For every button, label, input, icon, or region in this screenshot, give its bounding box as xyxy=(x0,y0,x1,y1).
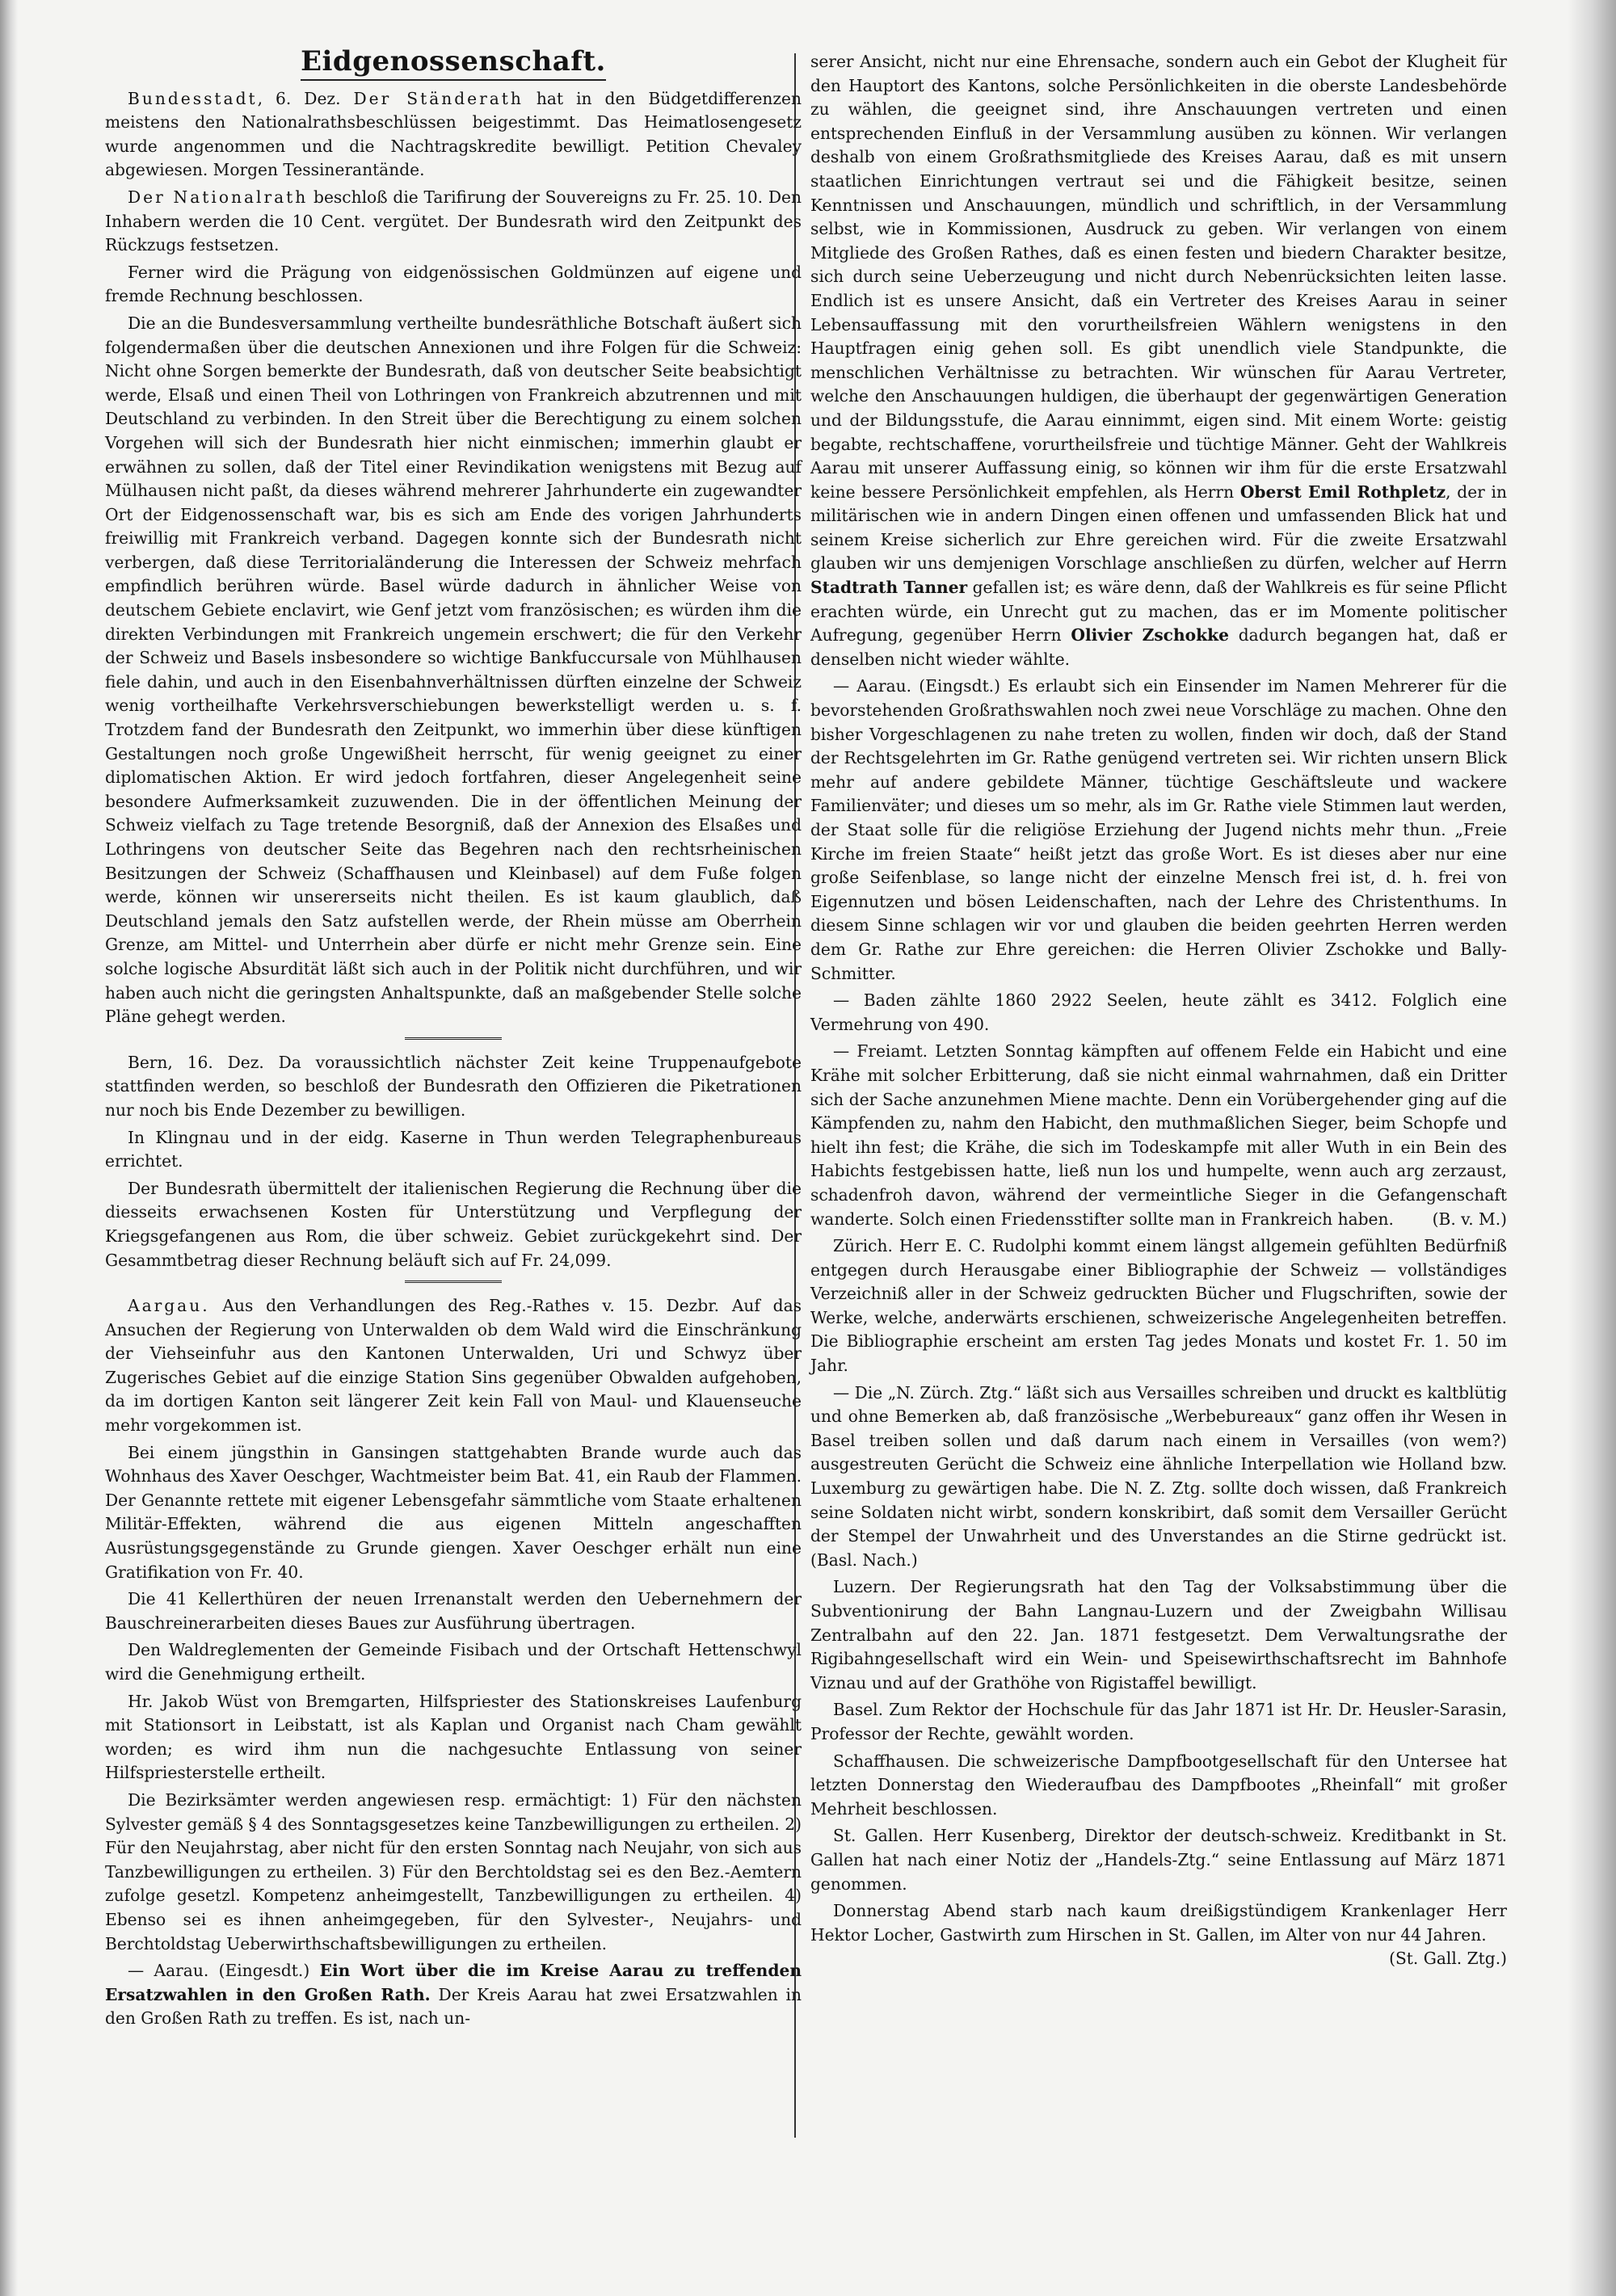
article-paragraph: Schaffhausen. Die schweizerische Dampfbootgesellschaft für den Untersee hat letzten Donnerstag den Wiederaufbau des Dampfbootes „Rheinfall“ mit großer Mehrheit beschlossen. xyxy=(810,1751,1507,1819)
article-paragraph: serer Ansicht, nicht nur eine Ehrensache, sondern auch ein Gebot der Klugheit für den Hauptort des Kantons, solche Persönlichkeiten in die oberste Landesbehörde zu wählen, die geeignet sind, ihre Anschauungen vertreten und einen entsprechenden Einfluß in der Versammlung ausüben zu können. Wir verlangen deshalb von einem Großrathsmitgliede des Kreises Aarau, daß es mit unsern staatlichen Einrichtungen vertraut sei und die Fähigkeit besitze, seinen Kenntnissen und Anschauungen, mündlich und schriftlich, in der Versammlung selbst, wie in Kommissionen, Ausdruck zu geben. Wir verlangen von einem Mitgliede des Großen Rathes, daß es einen festen und biedern Charakter besitze, sich durch seine Ueberzeugung und nicht durch Nebenrücksichten leiten lasse. Endlich ist es unsere Ansicht, daß ein Vertreter des Kreises Aarau in seiner Lebensauffassung mit den vorurtheilsfreien Wählern wenigstens in den Hauptfragen einig gehen soll. Es gibt unendlich viele Standpunkte, die menschlichen Verhältnisse zu betrachten. Wir wünschen für Aarau Vertreter, welche den Anschauungen huldigen, die überhaupt der gegenwärtigen Generation und der Bildungsstufe, die Aarau einnimmt, eigen sind. Mit einem Worte: geistig begabte, rechtschaffene, vorurtheilsfreie und tüchtige Männer. Geht der Wahlkreis Aarau mit unserer Auffassung einig, so können wir ihm für die erste Ersatzwahl keine bessere Persönlichkeit empfehlen, als Herrn Oberst Emil Rothpletz, der in militärischen wie in andern Dingen einen offenen und umfassenden Blick hat und seinem Kreise sicherlich zur Ehre gereichen wird. Für die zweite Ersatzwahl glauben wir uns demjenigen Vorschlage anschließen zu dürfen, welcher auf Herrn Stadtrath Tanner gefallen ist; es wäre denn, daß der Wahlkreis es für seine Pflicht erachten würde, ein Unrecht gut zu machen, das er im Momente politischer Aufregung, gegenüber Herrn Olivier Zschokke dadurch begangen hat, daß er denselben nicht wieder wählte. xyxy=(810,52,1508,669)
source-citation: (St. Gall. Ztg.) xyxy=(1389,1949,1507,1969)
candidate-name: Stadtrath Tanner xyxy=(810,578,968,598)
scan-shadow-right xyxy=(1568,0,1616,2296)
source-citation: (Basl. Nach.) xyxy=(810,1550,918,1570)
article-paragraph: Den Waldreglementen der Gemeinde Fisibach und der Ortschaft Hettenschwyl wird die Genehmigung ertheilt. xyxy=(105,1640,802,1684)
article-paragraph: — Baden zählte 1860 2922 Seelen, heute zählt es 3412. Folglich eine Vermehrung von 490. xyxy=(810,990,1507,1034)
article-paragraph: Die 41 Kellerthüren der neuen Irrenanstalt werden den Uebernehmern der Bauschreinerarbeiten dieses Baues zur Ausführung übertragen. xyxy=(105,1589,802,1633)
right-column xyxy=(810,50,1507,1971)
candidate-name: Oberst Emil Rothpletz xyxy=(1239,481,1446,502)
article-paragraph: Bundesstadt, 6. Dez. Der Ständerath hat in den Büdgetdifferenzen meistens den Nationalrathsbeschlüssen beigestimmt. Das Heimatlosengesetz wurde angenommen und die Nachtragskredite bewilligt. Petition Chevaley abgewiesen. Morgen Tessinerantände. xyxy=(105,88,802,180)
article-paragraph: Bei einem jüngsthin in Gansingen stattgehabten Brande wurde auch das Wohnhaus des Xaver Oeschger, Wachtmeister beim Bat. 41, ein Raub der Flammen. Der Genannte rettete mit eigener Lebensgefahr sämmtliche vom Staate erhaltenen Militär-Effekten, während die aus eigenen Mitteln angeschafften Ausrüstungsgegenstände zu Grunde giengen. Xaver Oeschger erhält nun eine Gratifikation von Fr. 40. xyxy=(105,1442,802,1582)
scan-shadow-left xyxy=(0,0,18,2296)
section-title: Eidgenossenschaft. xyxy=(105,50,802,74)
article-paragraph: Bern, 16. Dez. Da voraussichtlich nächster Zeit keine Truppenaufgebote stattfinden werden, so beschloß der Bundesrath den Offizieren die Piketrationen nur noch bis Ende Dezember zu bewilligen. xyxy=(105,1052,802,1120)
article-paragraph: Aargau. Aus den Verhandlungen des Reg.-Rathes v. 15. Dezbr. Auf das Ansuchen der Regierung von Unterwalden ob dem Wald wird die Einschränkung der Viehseinfuhr aus den Kantonen Unterwalden, Uri und Schwyz über Zugerisches Gebiet auf die einzige Station Sins gegenüber Obwalden aufgehoben, da im dortigen Kanton seit längerer Zeit kein Fall von Maul- und Klauenseuche mehr vorgekommen ist. xyxy=(105,1296,802,1436)
article-paragraph: Ferner wird die Prägung von eidgenössischen Goldmünzen auf eigene und fremde Rechnung beschlossen. xyxy=(105,262,802,306)
article-paragraph: — Die „N. Zürch. Ztg.“ läßt sich aus Versailles schreiben und druckt es kaltblütig und ohne Bemerken ab, daß französische „Werbebureaux“ ganz offen ihr Wesen in Basel treiben sollen und daß darum nach einem in Versailles (von wem?) ausgestreuten Gerücht die Schweiz eine ähnliche Interpellation wie Holland bzw. Luxemburg zu gewärtigen habe. Die N. Z. Ztg. sollte doch wissen, daß Frankreich seine Soldaten nicht wirbt, sondern konskribirt, daß somit dem Versailler Gerücht der Stempel der Unwahrheit und des Unverstandes an die Stirne gedrückt ist. (Basl. Nach.) xyxy=(810,1382,1507,1570)
article-paragraph: — Aarau. (Eingsdt.) Es erlaubt sich ein Einsender im Namen Mehrerer für die bevorstehenden Großrathswahlen noch zwei neue Vorschläge zu machen. Ohne den bisher Vorgeschlagenen zu nahe treten zu wollen, finden wir doch, daß der Stand der Rechtsgelehrten im Gr. Rathe genügend vertreten sei. Wir richten unsern Blick mehr auf andere gebildete Männer, tüchtige Geschäftsleute und wackere Familienväter; und dieses um so mehr, als im Gr. Rathe viele Stimmen laut werden, der Staat solle für die religiöse Erziehung der Jugend nichts mehr thun. „Freie Kirche im freien Staate“ heißt jetzt das große Wort. Es ist dieses aber nur eine große Seifenblase, so lange nicht der einzelne Mensch frei ist, d. h. frei von Eigennutzen und bösen Leidenschaften, nach der Lehre des Christenthums. In diesem Sinne schlagen wir vor und glauben die beiden geehrten Herren werden dem Gr. Rathe zur Ehre gereichen: die Herren Olivier Zschokke und Bally-Schmitter. xyxy=(810,676,1507,983)
separator-rule xyxy=(405,1037,502,1040)
article-paragraph: Der Bundesrath übermittelt der italienischen Regierung die Rechnung über die diesseits erwachsenen Kosten für Unterstützung und Verpflegung der Kriegsgefangenen aus Rom, die über schweiz. Gebiet zurückgekehrt sind. Der Gesammtbetrag dieser Rechnung beläuft sich auf Fr. 24,099. xyxy=(105,1178,802,1270)
article-headline: Ein Wort über die im Kreise Aarau zu treffenden Ersatzwahlen in den Großen Rath. xyxy=(105,1961,802,2004)
article-paragraph: Die an die Bundesversammlung vertheilte bundesräthliche Botschaft äußert sich folgendermaßen über die deutschen Annexionen und ihre Folgen für die Schweiz: Nicht ohne Sorgen bemerkte der Bundesrath, daß von deutscher Seite beabsichtigt werde, Elsaß und einen Theil von Lothringen von Frankreich abzutrennen und mit Deutschland zu verbinden. In den Streit über die Berechtigung zu einem solchen Vorgehen will sich der Bundesrath hier nicht einmischen; immerhin glaubt er erwähnen zu sollen, daß der Titel einer Revindikation wenigstens mit Bezug auf Mülhausen nicht paßt, da dieses während mehrerer Jahrhunderte ein zugewandter Ort der Eidgenossenschaft war, bis es sich am Ende des vorigen Jahrhunderts freiwillig mit Frankreich verband. Dagegen konnte sich der Bundesrath nicht verbergen, daß diese Territorialänderung die Interessen der Schweiz mehrfach empfindlich berühren würde. Basel würde dadurch in ähnlicher Weise von deutschem Gebiete enclavirt, wie Genf jetzt vom französischen; es würden ihm die direkten Verbindungen mit Frankreich ungemein erschwert; die für den Verkehr der Schweiz und Basels insbesondere so wichtige Bankfuccursale von Mühlhausen fiele dahin, und auch in den Eisenbahnverhältnissen dürften einzelne der Schweiz wenig vortheilhafte Verkehrsverschiebungen bewerkstelligt werden u. s. f. Trotzdem fand der Bundesrath den Zeitpunkt, wo immerhin über diese künftigen Gestaltungen noch große Ungewißheit herrscht, für wenig geeignet zu einer diplomatischen Aktion. Er wird jedoch fortfahren, dieser Angelegenheit seine besondere Aufmerksamkeit zuzuwenden. Die in der öffentlichen Meinung der Schweiz vielfach zu Tage tretende Besorgniß, daß der Annexion des Elsaßes und Lothringens von deutscher Seite das Begehren nach den rechtsrheinischen Besitzungen der Schweiz (Schaffhausen und Kleinbasel) auf dem Fuße folgen werde, können wir unsererseits nicht theilen. Es ist kaum glaublich, daß Deutschland jemals den Satz aufstellen werde, der Rhein müsse am Oberrhein Grenze, am Mittel- und Unterrhein aber dürfe er nicht mehr Grenze sein. Eine solche logische Absurdität läßt sich auch in der Politik nicht durchführen, und wir haben auch nicht die geringsten Anhaltspunkte, daß an maßgebender Stelle solche Pläne gehegt werden. xyxy=(105,313,802,1027)
article-paragraph: Donnerstag Abend starb nach kaum dreißigstündigem Krankenlager Herr Hektor Locher, Gastwirth zum Hirschen in St. Gallen, im Alter von nur 44 Jahren. (St. Gall. Ztg.) xyxy=(810,1899,1507,1947)
separator-rule xyxy=(405,1280,502,1283)
article-paragraph: — Freiamt. Letzten Sonntag kämpften auf offenem Felde ein Habicht und eine Krähe mit solcher Erbitterung, daß sie nicht einmal wahrnahmen, daß ein Dritter sich der Sache anzunehmen Miene machte. Denn ein Vorübergehender ging auf die Kämpfenden zu, nahm den Habicht, den muthmaßlichen Sieger, beim Schopfe und hielt ihn fest; die Krähe, die sich im Todeskampfe mit aller Wuth in ein Bein des Habichts festgebissen hatte, ließ nun los und humpelte, wenn auch arg zerzaust, schadenfroh davon, während der vermeintliche Sieger in die Gefangenschaft wanderte. Solch einen Friedensstifter sollte man in Frankreich haben. (B. v. M.) xyxy=(810,1040,1507,1231)
article-paragraph: Der Nationalrath beschloß die Tarifirung der Souvereigns zu Fr. 25. 10. Den Inhabern werden die 10 Cent. vergütet. Der Bundesrath wird den Zeitpunkt des Rückzugs festsetzen. xyxy=(105,187,802,255)
article-paragraph: Die Bezirksämter werden angewiesen resp. ermächtigt: 1) Für den nächsten Sylvester gemäß § 4 des Sonntagsgesetzes keine Tanzbewilligungen zu ertheilen. 2) Für den Neujahrstag, aber nicht für den ersten Sonntag nach Neujahr, von sich aus Tanzbewilligungen zu ertheilen. 3) Für den Berchtoldstag sei es den Bez.-Aemtern zufolge gesetzl. Kompetenz anheimgestellt, Tanzbewilligungen zu ertheilen. 4) Ebenso sei es ihnen anheimgegeben, für den Sylvester-, Neujahrs- und Berchtoldstag Ueberwirthschaftsbewilligungen zu ertheilen. xyxy=(105,1789,802,1953)
article-paragraph: In Klingnau und in der eidg. Kaserne in Thun werden Telegraphenbureaus errichtet. xyxy=(105,1127,802,1171)
left-column xyxy=(105,45,802,2034)
article-paragraph: St. Gallen. Herr Kusenberg, Direktor der deutsch-schweiz. Kreditbankt in St. Gallen hat nach einer Notiz der „Handels-Ztg.“ seine Entlassung auf März 1871 genommen. xyxy=(810,1826,1507,1894)
article-paragraph: Zürich. Herr E. C. Rudolphi kommt einem längst allgemein gefühlten Bedürfniß entgegen durch Herausgabe einer Bibliographie der Schweiz — vollständiges Verzeichniß aller in der Schweiz gedruckten Bücher und Flugschriften, sowie der Werke, welche, anderwärts erschienen, schweizerische Angelegenheiten betreffen. Die Bibliographie erscheint am ersten Tag jedes Monats und kostet Fr. 1. 50 im Jahr. xyxy=(810,1236,1507,1376)
source-citation: (B. v. M.) xyxy=(1432,1209,1507,1229)
candidate-name: Olivier Zschokke xyxy=(1071,625,1229,645)
article-paragraph: Luzern. Der Regierungsrath hat den Tag der Volksabstimmung über die Subventionirung der Bahn Langnau-Luzern und der Zweigbahn Willisau Zentralbahn auf den 22. Jan. 1871 festgesetzt. Dem Verwaltungsrathe der Rigibahngesellschaft wird ein Wein- und Speisewirthschaftsrecht im Bahnhofe Viznau und auf der Grathöhe von Rigistaffel bewilligt. xyxy=(810,1577,1507,1693)
article-paragraph: — Aarau. (Eingesdt.) Ein Wort über die im Kreise Aarau zu treffenden Ersatzwahlen in den Großen Rath. Der Kreis Aarau hat zwei Ersatzwahlen in den Großen Rath zu treffen. Es ist, nach un- xyxy=(105,1961,802,2029)
article-paragraph: Hr. Jakob Wüst von Bremgarten, Hilfspriester des Stationskreises Laufenburg mit Stationsort in Leibstatt, ist als Kaplan und Organist nach Cham gewählt worden; es wird ihm nun die nachgesuchte Entlassung von seiner Hilfspriesterstelle ertheilt. xyxy=(105,1691,802,1783)
article-paragraph: Basel. Zum Rektor der Hochschule für das Jahr 1871 ist Hr. Dr. Heusler-Sarasin, Professor der Rechte, gewählt worden. xyxy=(810,1700,1507,1743)
